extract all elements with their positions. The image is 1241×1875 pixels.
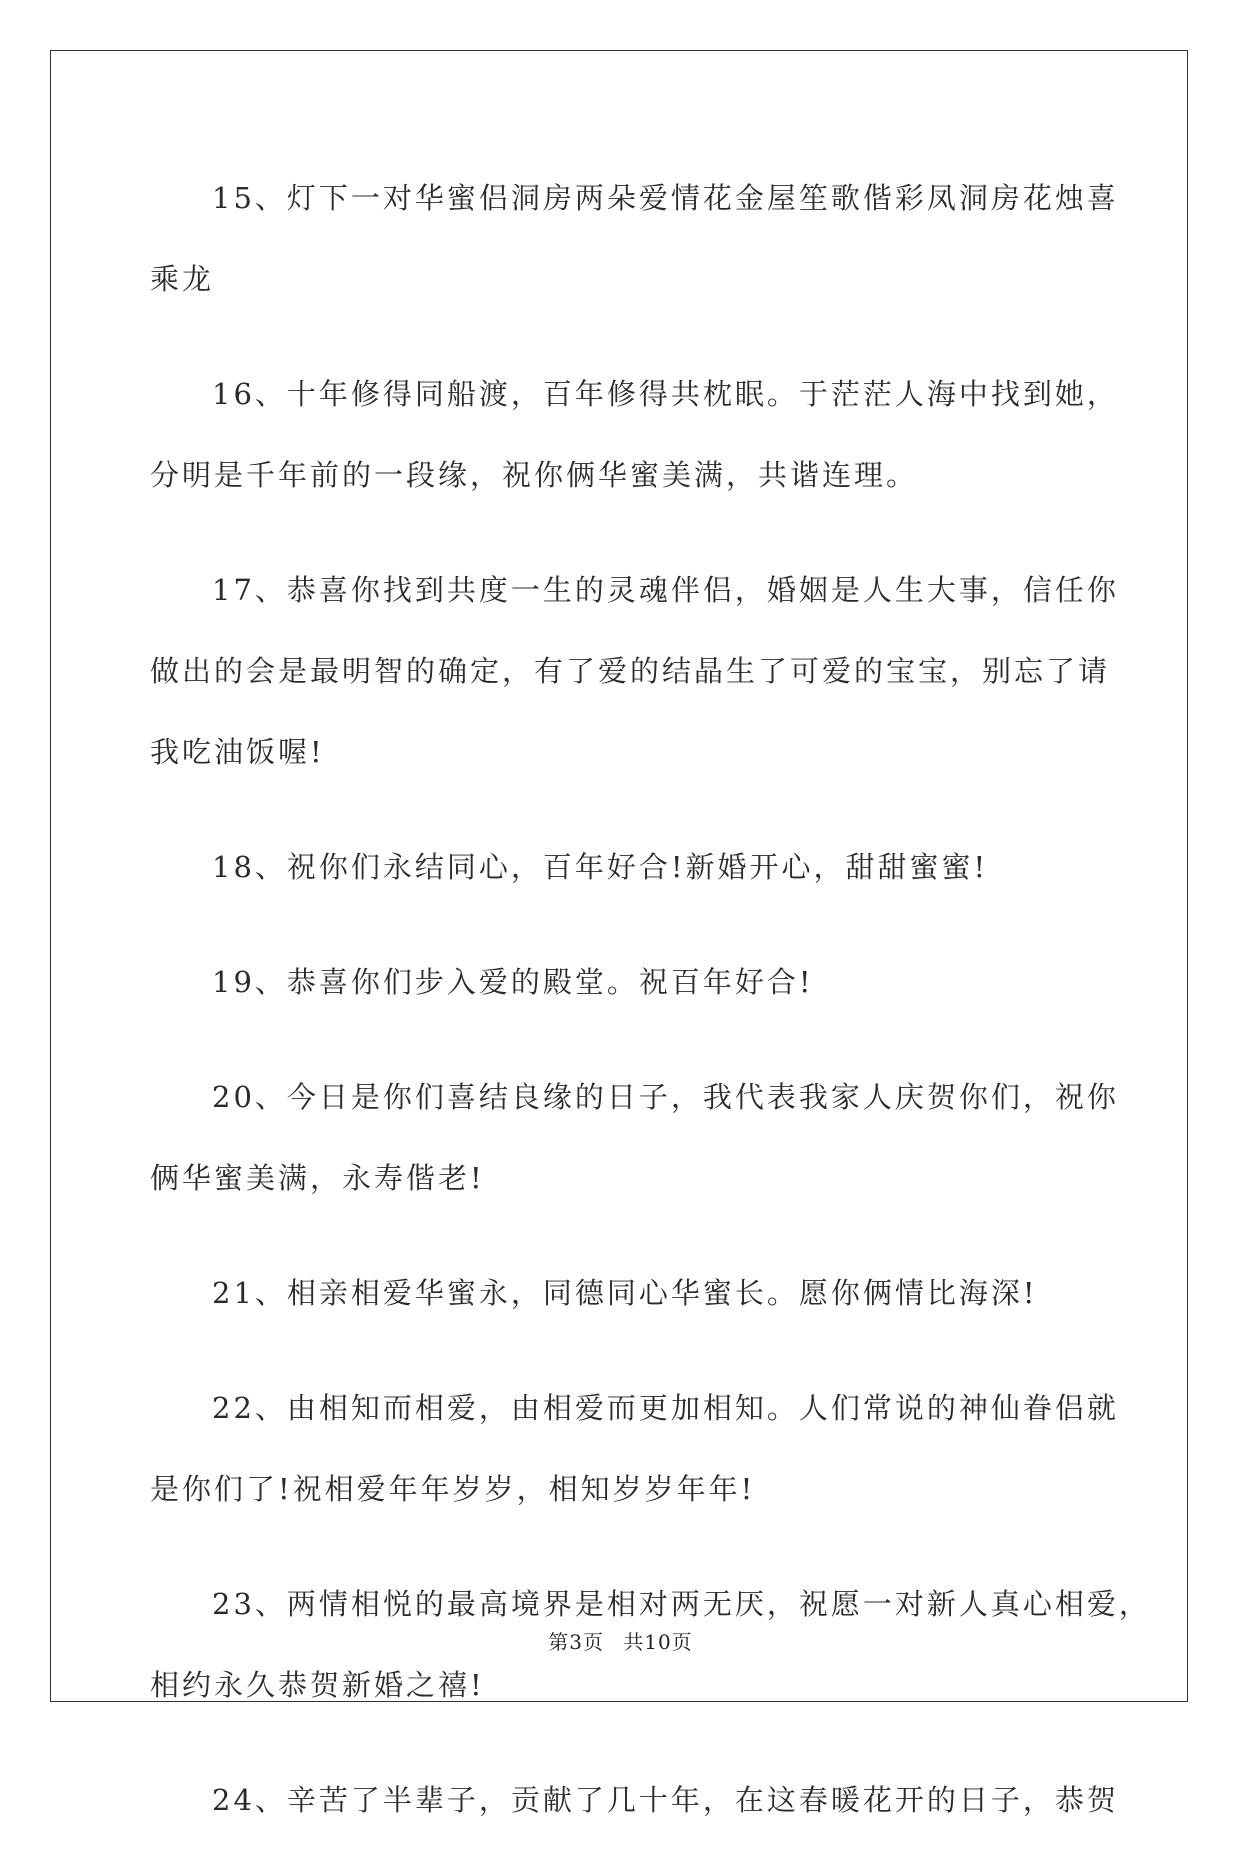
page-footer [0,1626,1241,1655]
paragraph-16 [150,354,1119,516]
text-line: 俩华蜜美满，永寿偕老! [150,1161,485,1195]
paragraph-21 [150,1253,1090,1334]
page-number: 第3页 [548,1630,604,1654]
text-line: 16、十年修得同船渡，百年修得共枕眠。于茫茫人海中找到她， [212,377,1119,411]
text-line: 18、祝你们永结同心，百年好合!新婚开心，甜甜蜜蜜! [212,850,989,884]
page-total: 共10页 [623,1630,693,1654]
paragraph-15 [150,158,1119,320]
paragraph-24 [150,1760,1119,1841]
text-line: 24、辛苦了半辈子，贡献了几十年，在这春暖花开的日子，恭贺 [212,1783,1119,1817]
paragraph-22 [150,1368,1119,1530]
document-body [150,158,1151,1875]
text-line: 15、灯下一对华蜜侣洞房两朵爱情花金屋笙歌偕彩凤洞房花烛喜 [212,181,1119,215]
text-line: 21、相亲相爱华蜜永，同德同心华蜜长。愿你俩情比海深! [212,1276,1038,1310]
text-line: 分明是千年前的一段缘，祝你俩华蜜美满，共谐连理。 [150,458,919,492]
text-line: 17、恭喜你找到共度一生的灵魂伴侣，婚姻是人生大事，信任你 [212,573,1119,607]
text-line: 23、两情相悦的最高境界是相对两无厌，祝愿一对新人真心相爱， [212,1587,1151,1621]
text-line: 20、今日是你们喜结良缘的日子，我代表我家人庆贺你们，祝你 [212,1080,1119,1114]
text-line: 22、由相知而相爱，由相爱而更加相知。人们常说的神仙眷侣就 [212,1391,1119,1425]
text-line: 我吃油饭喔! [150,735,325,769]
paragraph-17 [150,550,1119,793]
paragraph-18 [150,827,1090,908]
text-line: 乘龙 [150,262,215,296]
paragraph-19 [150,942,1090,1023]
text-line: 做出的会是最明智的确定，有了爱的结晶生了可爱的宝宝，别忘了请 [150,654,1111,688]
text-line: 相约永久恭贺新婚之禧! [150,1668,485,1702]
text-line: 19、恭喜你们步入爱的殿堂。祝百年好合! [212,965,814,999]
paragraph-20 [150,1057,1119,1219]
text-line: 是你们了!祝相爱年年岁岁，相知岁岁年年! [150,1472,756,1506]
